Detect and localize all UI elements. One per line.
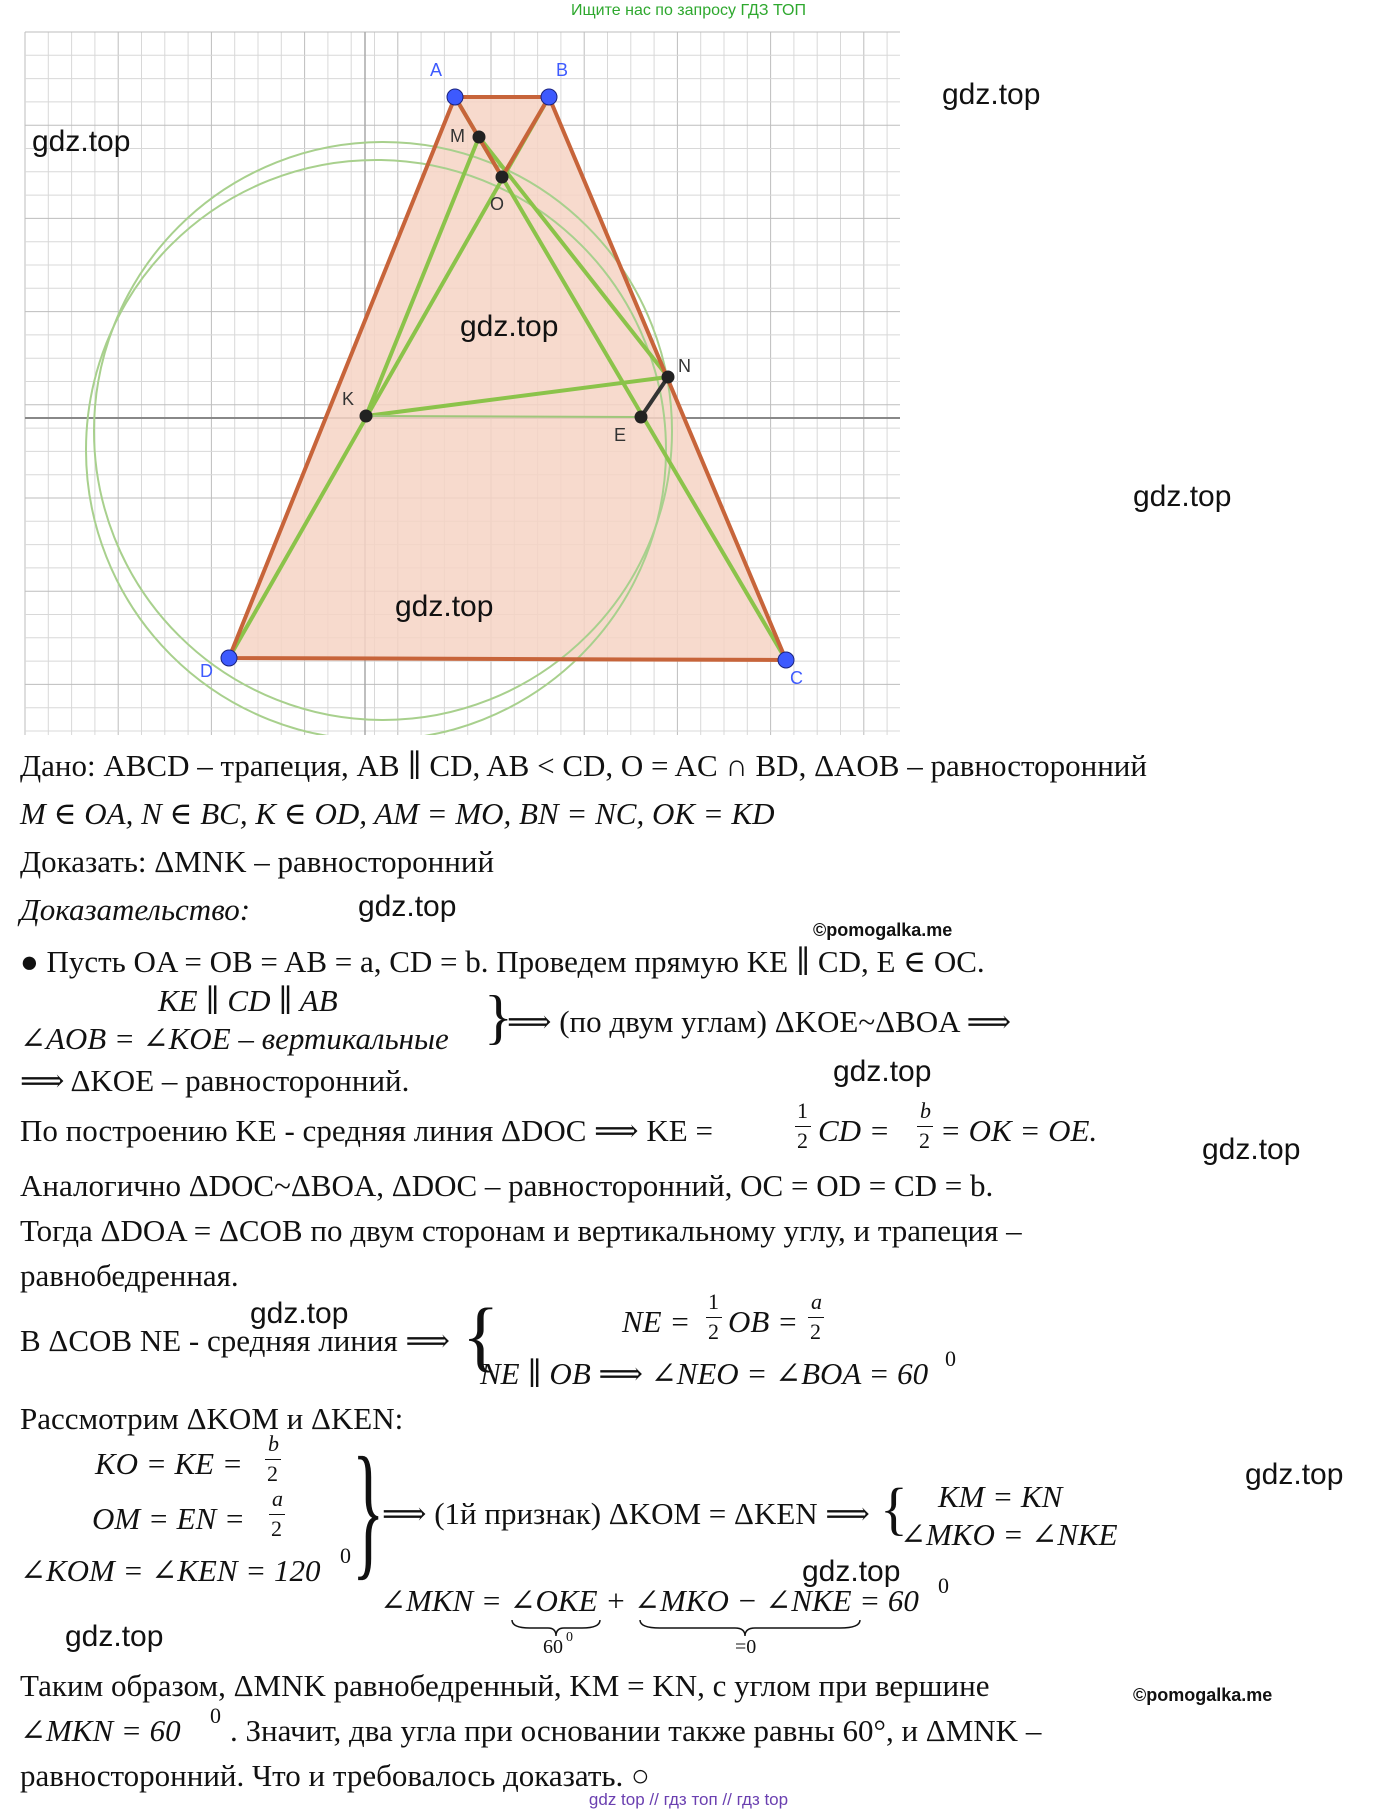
watermark: gdz.top	[942, 78, 1041, 111]
frac-a-den: 2	[810, 1319, 821, 1344]
underbrace-sup: 0	[566, 1630, 573, 1645]
frac-kb-num: b	[268, 1431, 279, 1456]
watermark: gdz.top	[32, 125, 131, 158]
point-m	[473, 131, 485, 143]
footer-links[interactable]: gdz top // гдз топ // гдз top	[588, 1790, 789, 1809]
point-c	[778, 652, 794, 668]
brace-right: }	[484, 984, 513, 1050]
frac-b-den: 2	[919, 1128, 930, 1153]
trapezoid-fill	[229, 97, 786, 660]
copyright: ©pomogalka.me	[813, 920, 953, 940]
frac-bar	[706, 1317, 722, 1318]
degree-sup: 0	[340, 1543, 351, 1568]
frac-bar	[808, 1317, 824, 1318]
watermark: gdz.top	[1245, 1458, 1344, 1491]
ne-ob: OB =	[728, 1304, 798, 1339]
proof-line-6: Тогда ΔDOA = ΔCOB по двум сторонам и вертикальному углу, и трапеция –	[20, 1213, 1022, 1248]
brace-left-small: {	[880, 1476, 908, 1541]
frac-ne-den: 2	[708, 1319, 719, 1344]
frac-bar	[269, 1514, 285, 1515]
angle-kom: ∠KOM = ∠KEN = 120	[20, 1553, 321, 1588]
proof-line-5: Аналогично ΔDOC~ΔBOA, ΔDOC – равносторонний, OC = OD = CD = b.	[20, 1168, 994, 1203]
watermark: gdz.top	[1202, 1133, 1301, 1166]
ne-parallel: NE ∥ OB ⟹ ∠NEO = ∠BOA = 60	[480, 1356, 929, 1391]
frac-ne-num: 1	[708, 1289, 719, 1314]
frac-ma-num: a	[272, 1486, 283, 1511]
label-m: M	[450, 126, 465, 146]
midline-end: = OK = OE.	[940, 1113, 1098, 1148]
given-line-2: M ∈ OA, N ∈ BC, K ∈ OD, AM = MO, BN = NC, OK = KD	[20, 796, 775, 831]
proof-line-7: равнобедренная.	[20, 1258, 239, 1293]
proof-line-1: ● Пусть OA = OB = AB = a, CD = b. Проведем прямую KE ∥ CD, E ∈ OC.	[20, 944, 985, 979]
degree-sup: 0	[945, 1346, 956, 1371]
frac-kb-den: 2	[267, 1461, 278, 1486]
conclusion-line-2a: ∠MKN = 60	[20, 1713, 181, 1748]
watermark: gdz.top	[460, 310, 559, 343]
watermark: gdz.top	[802, 1555, 901, 1588]
label-a: A	[430, 60, 443, 80]
watermark: gdz.top	[250, 1297, 349, 1330]
system-line-2: ∠AOB = ∠KOE – вертикальные	[20, 1021, 449, 1056]
frac-one-den: 2	[797, 1128, 808, 1153]
frac-ma-den: 2	[271, 1516, 282, 1541]
degree-sup: 0	[938, 1573, 949, 1598]
brace-left: {	[462, 1292, 500, 1379]
consider-line: Рассмотрим ΔKOM и ΔKEN:	[20, 1401, 404, 1436]
point-a	[447, 89, 463, 105]
brace-right-big: }	[352, 1427, 385, 1593]
segment-ke	[366, 416, 641, 417]
proof-title: Доказательство:	[20, 892, 251, 927]
underbraces	[510, 1618, 870, 1638]
conclusion-line-3: равносторонний. Что и требовалось доказать. ○	[20, 1758, 650, 1793]
watermark: gdz.top	[395, 590, 494, 623]
congruence-line: ⟹ (1й признак) ΔKOM = ΔKEN ⟹	[382, 1496, 870, 1531]
point-o	[496, 171, 508, 183]
point-d	[221, 650, 237, 666]
underbrace-label-zero: =0	[735, 1636, 757, 1658]
midline-text: По построению KE - средняя линия ΔDOC ⟹ KE =	[20, 1113, 713, 1148]
label-n: N	[678, 356, 691, 376]
point-e	[635, 411, 647, 423]
prove-line: Доказать: ΔMNK – равносторонний	[20, 844, 495, 879]
ne-eq: NE =	[622, 1304, 691, 1339]
underbrace-label-60: 60	[543, 1636, 563, 1658]
point-k	[360, 410, 372, 422]
midline-cd: CD =	[818, 1113, 890, 1148]
label-c: C	[790, 668, 803, 688]
watermark: gdz.top	[1133, 480, 1232, 513]
system-line-1: KE ∥ CD ∥ AB	[158, 983, 338, 1018]
label-d: D	[200, 661, 213, 681]
conclusion-line-2b: . Значит, два угла при основании также равны 60°, и ΔMNK –	[230, 1713, 1042, 1748]
ne-midline: В ΔCOB NE - средняя линия ⟹	[20, 1323, 450, 1358]
point-n	[662, 371, 674, 383]
watermark: gdz.top	[65, 1620, 164, 1653]
proof-line-3: ⟹ ΔKOE – равносторонний.	[20, 1063, 410, 1098]
km-kn: KM = KN	[938, 1479, 1063, 1514]
frac-bar	[265, 1459, 281, 1460]
watermark: gdz.top	[833, 1055, 932, 1088]
top-banner[interactable]: Ищите нас по запросу ГДЗ ТОП	[571, 2, 806, 19]
frac-b-num: b	[920, 1098, 931, 1123]
conclusion-line-1: Таким образом, ΔMNK равнобедренный, KM = KN, с углом при вершине	[20, 1668, 990, 1703]
angle-mkn-sum: ∠MKN = ∠OKE + ∠MKO − ∠NKE = 60	[380, 1583, 919, 1618]
label-b: B	[556, 60, 569, 80]
label-e: E	[614, 425, 627, 445]
om-en: OM = EN =	[92, 1501, 245, 1536]
point-b	[541, 89, 557, 105]
watermark: gdz.top	[358, 890, 457, 923]
label-o: O	[490, 194, 505, 214]
label-k: K	[342, 389, 355, 409]
frac-bar	[917, 1126, 933, 1127]
frac-bar	[795, 1126, 811, 1127]
system-conclusion: ⟹ (по двум углам) ΔKOE~ΔBOA ⟹	[507, 1004, 1012, 1039]
frac-one-num: 1	[797, 1098, 808, 1123]
mko-nke: ∠MKO = ∠NKE	[900, 1517, 1118, 1552]
given-line: Дано: ABCD – трапеция, AB ∥ CD, AB < CD, O = AC ∩ BD, ΔAOB – равносторонний	[20, 748, 1147, 783]
geometry-figure	[0, 20, 900, 735]
frac-a-num: a	[811, 1289, 822, 1314]
copyright: ©pomogalka.me	[1133, 1685, 1273, 1705]
degree-sup: 0	[210, 1703, 221, 1728]
ko-ke: KO = KE =	[95, 1446, 243, 1481]
